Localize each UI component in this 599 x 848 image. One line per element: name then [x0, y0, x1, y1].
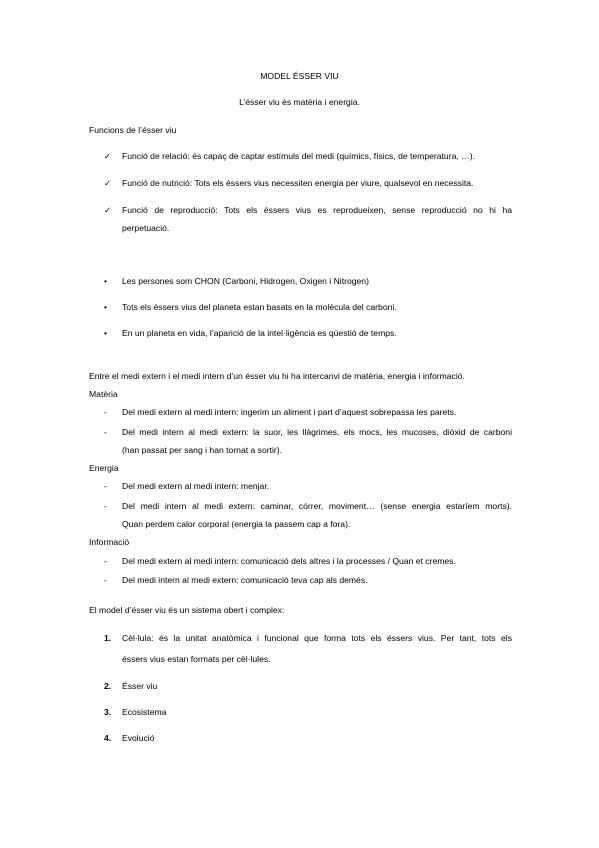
energia-item: Del medi extern al medi intern: menjar.: [122, 481, 270, 491]
model-item-continuation: éssers vius estan formats per cèl·lules.: [122, 654, 271, 664]
bullet-item: Les persones som CHON (Carboni, Hidrogen, Oxigen i Nitrogen): [122, 276, 369, 286]
heading-materia: Matèria: [89, 389, 118, 399]
model-item: Cèl·lula: és la unitat anatòmica i funcional que forma tots els éssers vius. Per tant, tots els: [122, 633, 512, 643]
dash-marker: -: [104, 501, 107, 511]
energia-item-continuation: Quan perdem calor corporal (energia la passem cap a fora).: [122, 519, 351, 529]
doc-title: MODEL ÉSSER VIU: [260, 71, 339, 81]
dash-marker: -: [104, 481, 107, 491]
intercanvi-intro: Entre el medi extern i el medi intern d’un ésser viu hi ha intercanvi de matèria, energia i informació.: [89, 371, 465, 381]
bullet-icon: •: [104, 302, 108, 312]
dash-marker: -: [104, 556, 107, 566]
materia-item-continuation: (han passat per sang i han tornat a sortir).: [122, 445, 283, 455]
materia-item: Del medi intern al medi extern: la suor, les llàgrimes, els mocs, les mucoses, diòxid de carboni: [122, 427, 512, 437]
funcio-item: Funció de relació: és capaç de captar estímuls del medi (químics, físics, de temperatura, …).: [122, 151, 475, 161]
checkmark-icon: ✓: [104, 178, 112, 188]
model-item: Evolució: [122, 733, 155, 743]
dash-marker: -: [104, 427, 107, 437]
bullet-icon: •: [104, 276, 108, 286]
section-heading-funcions: Funcions de l’ésser viu: [89, 125, 177, 135]
informacio-item: Del medi extern al medi intern: comunicació dels altres i la processes / Quan et cremes.: [122, 556, 456, 566]
model-item: Ecosistema: [122, 707, 167, 717]
dash-marker: -: [104, 575, 107, 585]
model-item: Ésser viu: [122, 681, 158, 691]
list-number: 1.: [104, 633, 112, 643]
energia-item: Del medi intern al medi extern: caminar, córrer, moviment… (sense energia estaríem morts).: [122, 501, 512, 511]
heading-informacio: Informació: [89, 537, 130, 547]
bullet-icon: •: [104, 328, 108, 338]
heading-energia: Energia: [89, 463, 119, 473]
funcio-item-continuation: perpetuació.: [122, 223, 170, 233]
dash-marker: -: [104, 407, 107, 417]
model-intro: El model d’ésser viu és un sistema obert i complex:: [89, 605, 285, 615]
checkmark-icon: ✓: [104, 205, 112, 215]
bullet-item: En un planeta en vida, l’aparició de la intel·ligència es qüestió de temps.: [122, 328, 397, 338]
checkmark-icon: ✓: [104, 151, 112, 161]
materia-item: Del medi extern al medi intern: ingerim un aliment i part d’aquest sobrepassa les parets.: [122, 407, 457, 417]
list-number: 4.: [104, 733, 112, 743]
informacio-item: Del medi intern al medi extern: comunicació teva cap als demés.: [122, 575, 368, 585]
funcio-item: Funció de nutrició: Tots els éssers vius necessiten energia per viure, qualsevol en necessita.: [122, 178, 474, 188]
doc-subtitle: L’ésser viu és matèria i energia.: [239, 97, 360, 107]
bullet-item: Tots els éssers vius del planeta estan basats en la molècula del carboni.: [122, 302, 397, 312]
funcio-item: Funció de reproducció: Tots els éssers vius es reprodueixen, sense reproducció no hi ha: [122, 205, 512, 215]
list-number: 2.: [104, 681, 112, 691]
list-number: 3.: [104, 707, 112, 717]
